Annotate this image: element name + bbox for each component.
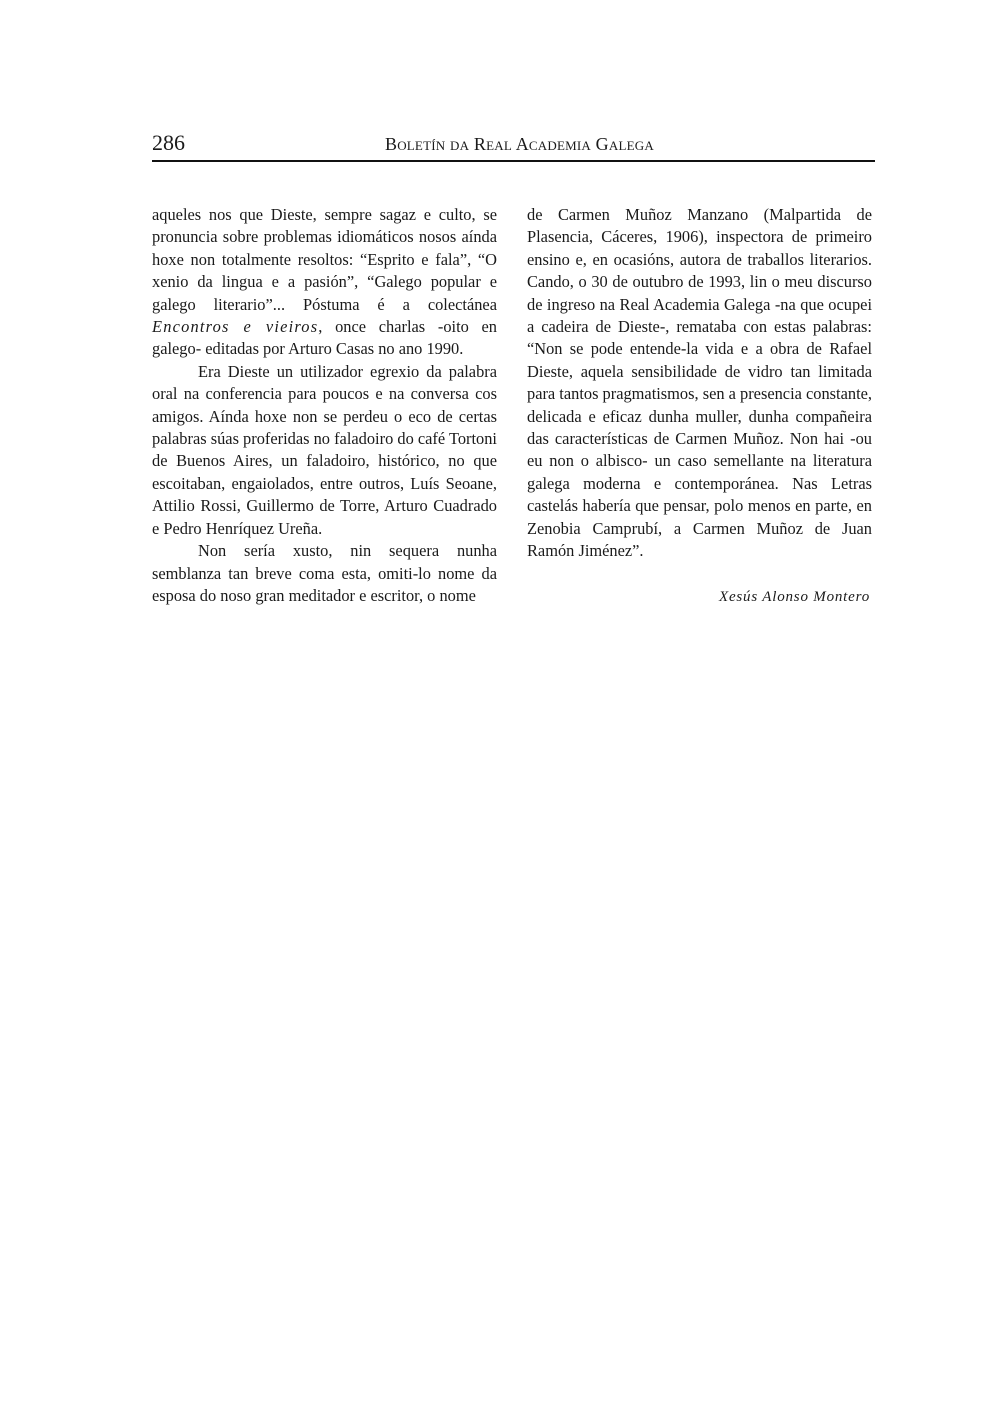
page-header — [152, 128, 875, 158]
paragraph-text: aqueles nos que Dieste, sempre sagaz e culto, se pronuncia sobre problemas idiomáticos nosos aínda hoxe non totalmente resoltos: “Esprito e fala”, “O xenio da lingua e a pasión”, “Galego popular e galego literario”... Póstuma é a colectánea — [152, 205, 497, 314]
book-title: Encontros e vieiros — [152, 317, 319, 337]
right-column — [527, 204, 872, 563]
paragraph: Era Dieste un utilizador egrexio da palabra oral na conferencia para poucos e na conversa cos amigos. Aínda hoxe non se perdeu o eco de certas palabras súas proferidas no faladoiro do café Tortoni de Buenos Aires, un faladoiro, histórico, no que escoitaban, engaiolados, entre outros, Luís Seoane, Attilio Rossi, Guillermo de Torre, Arturo Cuadrado e Pedro Henríquez Ureña. — [152, 361, 497, 538]
author-signature: Xesús Alonso Montero — [719, 589, 870, 605]
left-column — [152, 204, 497, 607]
paragraph: Non sería xusto, nin sequera nunha semblanza tan breve coma esta, omiti-lo nome da esposa do noso gran meditador e escritor, o nome — [152, 541, 497, 605]
paragraph: de Carmen Muñoz Manzano (Malpartida de Plasencia, Cáceres, 1906), inspectora de primeiro ensino e, en ocasións, autora de traballos literarios. Cando, o 30 de outubro de 1993, lin o meu discurso de ingreso na Real Academia Galega -na que ocupei a cadeira de Dieste-, remataba con estas palabras: “Non se pode entende-la vida e a obra de Rafael Dieste, aquela sensibilidade de vidro tan limitada para tantos pragmatismos, sen a presencia constante, delicada e eficaz dunha muller, dunha compañeira das características de Carmen Muñoz. Non hai -ou eu non o albisco- un caso semellante na literatura galega moderna e contemporánea. Nas Letras castelás habería que pensar, polo menos en parte, en Zenobia Camprubí, a Carmen Muñoz de Juan Ramón Jiménez”. — [527, 205, 872, 561]
paragraph-text: , once charlas -oito en galego- editadas por Arturo Casas no ano 1990. — [152, 317, 497, 359]
running-head-title: Boletín da Real Academia Galega — [385, 134, 654, 154]
header-divider — [152, 160, 875, 162]
paragraph — [152, 204, 497, 361]
page-number: 286 — [152, 130, 185, 155]
